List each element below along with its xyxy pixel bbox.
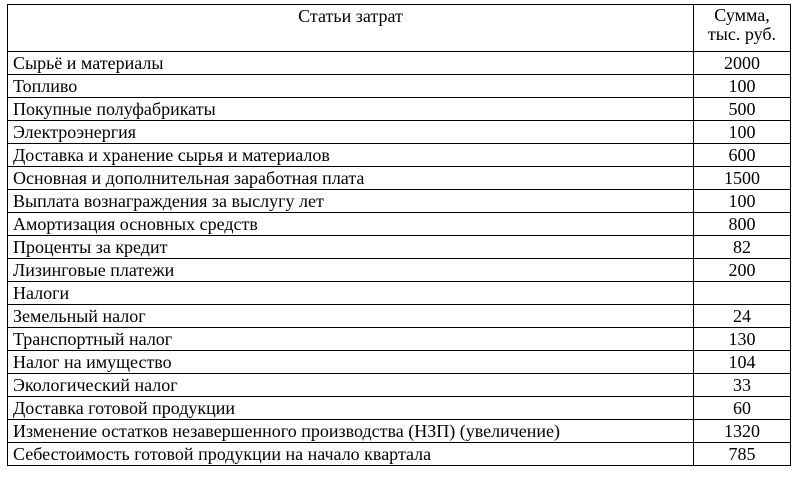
cost-item-amount: 100 <box>694 121 791 144</box>
table-row <box>8 305 791 328</box>
cost-item-amount: 2000 <box>694 52 791 75</box>
cost-item-amount: 60 <box>694 397 791 420</box>
cost-item-amount: 130 <box>694 328 791 351</box>
cost-item-name: Изменение остатков незавершенного производства (НЗП) (увеличение) <box>8 420 694 443</box>
table-header-row <box>8 5 791 52</box>
cost-items-table <box>7 4 791 466</box>
cost-item-amount: 82 <box>694 236 791 259</box>
table-row <box>8 259 791 282</box>
cost-item-amount: 200 <box>694 259 791 282</box>
cost-item-amount: 104 <box>694 351 791 374</box>
table-row <box>8 328 791 351</box>
table-row <box>8 351 791 374</box>
header-amount-line1: Сумма, <box>714 5 770 25</box>
cost-item-name: Себестоимость готовой продукции на начало квартала <box>8 443 694 466</box>
cost-item-name: Лизинговые платежи <box>8 259 694 282</box>
cost-item-amount: 100 <box>694 190 791 213</box>
cost-item-name: Доставка и хранение сырья и материалов <box>8 144 694 167</box>
table-row <box>8 98 791 121</box>
table-row <box>8 282 791 305</box>
cost-item-amount: 1500 <box>694 167 791 190</box>
table-body <box>8 52 791 466</box>
cost-item-name: Выплата вознаграждения за выслугу лет <box>8 190 694 213</box>
table-row <box>8 167 791 190</box>
cost-item-amount: 24 <box>694 305 791 328</box>
table-row <box>8 144 791 167</box>
cost-item-amount: 500 <box>694 98 791 121</box>
table-row <box>8 420 791 443</box>
table-row <box>8 213 791 236</box>
cost-item-name: Доставка готовой продукции <box>8 397 694 420</box>
cost-item-name: Основная и дополнительная заработная плата <box>8 167 694 190</box>
header-cost-items: Статьи затрат <box>8 5 694 52</box>
table-row <box>8 236 791 259</box>
cost-item-amount: 600 <box>694 144 791 167</box>
cost-item-name: Экологический налог <box>8 374 694 397</box>
cost-item-name: Транспортный налог <box>8 328 694 351</box>
cost-item-name: Налоги <box>8 282 694 305</box>
cost-item-name: Электроэнергия <box>8 121 694 144</box>
cost-item-name: Земельный налог <box>8 305 694 328</box>
cost-item-name: Амортизация основных средств <box>8 213 694 236</box>
table-row <box>8 75 791 98</box>
cost-item-amount: 33 <box>694 374 791 397</box>
cost-item-name: Покупные полуфабрикаты <box>8 98 694 121</box>
cost-item-name: Налог на имущество <box>8 351 694 374</box>
cost-item-amount: 1320 <box>694 420 791 443</box>
cost-item-amount <box>694 282 791 305</box>
header-amount-line2: тыс. руб. <box>707 24 777 44</box>
cost-item-amount: 785 <box>694 443 791 466</box>
table-row <box>8 397 791 420</box>
table-row <box>8 52 791 75</box>
table-row <box>8 374 791 397</box>
cost-item-name: Проценты за кредит <box>8 236 694 259</box>
cost-item-name: Топливо <box>8 75 694 98</box>
table-row <box>8 190 791 213</box>
cost-item-amount: 800 <box>694 213 791 236</box>
header-amount <box>694 5 791 52</box>
table-row <box>8 443 791 466</box>
cost-item-amount: 100 <box>694 75 791 98</box>
cost-item-name: Сырьё и материалы <box>8 52 694 75</box>
table-row <box>8 121 791 144</box>
